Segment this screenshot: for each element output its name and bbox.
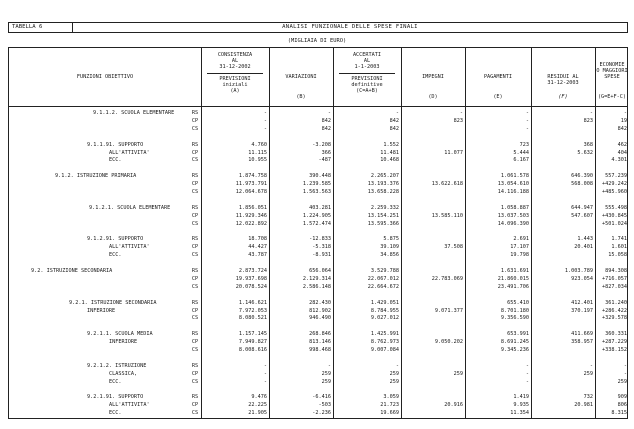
- cell-c7: 4.301: [611, 157, 627, 164]
- cell-c5: 2.691: [513, 236, 529, 243]
- cell-c3: 8.784.955: [370, 307, 399, 314]
- cell-c7: 404: [617, 149, 627, 156]
- units-label: (MIGLIAIA DI EURO): [287, 38, 347, 44]
- cell-c5: 23.491.706: [497, 283, 529, 290]
- row-code: RS: [191, 236, 199, 243]
- table-row: [9, 300, 627, 307]
- cell-c1: 2.873.724: [238, 268, 267, 274]
- header-previsioni-iniziali: PREVISIONI iniziali (A): [219, 76, 251, 95]
- row-code: RS: [191, 268, 199, 274]
- table-row: [9, 197, 627, 204]
- cell-c2: 812.902: [309, 307, 331, 314]
- cell-c2: -487: [318, 157, 331, 164]
- cell-c6: 923.054: [571, 275, 593, 282]
- cell-c7: +485.960: [602, 189, 627, 195]
- header-res-code: (F): [558, 94, 568, 100]
- table-row: [9, 387, 627, 394]
- table-row: [9, 331, 627, 338]
- cell-c3: 9.027.012: [370, 315, 399, 322]
- row-label: ECC.: [109, 410, 122, 417]
- row-code: CP: [191, 339, 199, 346]
- cell-c1: 18.708: [248, 236, 267, 243]
- cell-c4: 9.050.202: [434, 339, 463, 346]
- cell-c4: 13.585.110: [431, 212, 463, 219]
- cell-c7: 1.741: [611, 236, 627, 243]
- cell-c7: 806: [617, 402, 627, 409]
- cell-c1: 20.078.524: [235, 283, 267, 290]
- cell-c7: 361.240: [605, 299, 627, 306]
- cell-c5: 14.096.390: [497, 220, 529, 227]
- table-row: [9, 205, 627, 212]
- cell-c3: 1.425.991: [370, 331, 399, 338]
- cell-c5: 17.107: [510, 244, 529, 251]
- row-code: RS: [191, 299, 199, 306]
- cell-c5: -: [525, 117, 529, 124]
- table-row: [9, 323, 627, 330]
- cell-c1: 10.955: [248, 157, 267, 164]
- cell-c2: 2.129.314: [302, 275, 331, 282]
- cell-c1: 1.157.145: [238, 331, 267, 338]
- header-pag-code: (E): [493, 94, 503, 100]
- table-row: [9, 142, 627, 149]
- row-code: CS: [191, 157, 199, 164]
- cell-c2: 268.846: [309, 331, 331, 338]
- cell-c1: -: [263, 125, 267, 132]
- cell-c2: -: [327, 110, 331, 116]
- row-label: 9.1.1.2. SCUOLA ELEMENTARE: [93, 110, 175, 116]
- header-economie: ECONOMIE O MAGGIORI SPESE: [596, 62, 628, 81]
- cell-c7: +286.422: [602, 307, 627, 314]
- cell-c4: 11.077: [444, 149, 463, 156]
- cell-c3: 34.856: [380, 252, 399, 259]
- cell-c6: 20.981: [574, 402, 593, 409]
- table-row: [9, 347, 627, 354]
- table-row: [9, 355, 627, 362]
- table-row: [9, 173, 627, 180]
- cell-c1: -: [263, 370, 267, 377]
- cell-c3: 842: [389, 117, 399, 124]
- cell-c3: 13.658.228: [367, 189, 399, 195]
- cell-c1: 1.874.758: [238, 173, 267, 180]
- cell-c5: 9.356.590: [500, 315, 529, 322]
- cell-c7: +338.152: [602, 347, 627, 353]
- cell-c3: 11.481: [380, 149, 399, 156]
- table-row: [9, 165, 627, 172]
- cell-c1: 11.973.791: [235, 181, 267, 188]
- table-row: [9, 410, 627, 417]
- row-code: CS: [191, 252, 199, 259]
- table-row: [9, 126, 627, 133]
- cell-c3: -: [395, 110, 399, 116]
- cell-c7: 894.308: [605, 268, 627, 274]
- row-code: CS: [191, 125, 199, 132]
- row-code: CP: [191, 117, 199, 124]
- row-code: CS: [191, 315, 199, 322]
- cell-c6: -: [589, 362, 593, 369]
- cell-c7: -: [623, 362, 627, 369]
- cell-c5: 13.054.610: [497, 181, 529, 188]
- table-title: ANALISI FUNZIONALE DELLE SPESE FINALI: [282, 24, 418, 30]
- cell-c6: 358.957: [571, 339, 593, 346]
- header-variazioni: VARIAZIONI: [285, 74, 317, 80]
- table-row: [9, 339, 627, 346]
- table-row: [9, 394, 627, 401]
- cell-c6: 368: [583, 141, 593, 148]
- cell-c3: 842: [389, 125, 399, 132]
- row-code: RS: [191, 331, 199, 338]
- cell-c6: 646.390: [571, 173, 593, 180]
- header-eco-code: (G=E+F-C): [597, 94, 627, 100]
- table-row: [9, 189, 627, 196]
- cell-c4: 20.916: [444, 402, 463, 409]
- cell-c7: 8.315: [611, 410, 627, 417]
- cell-c7: +716.057: [602, 275, 627, 282]
- cell-c2: 1.572.474: [302, 220, 331, 227]
- row-code: CS: [191, 189, 199, 195]
- table-row: [9, 363, 627, 370]
- cell-c2: -8.931: [312, 252, 331, 259]
- cell-c2: 390.448: [309, 173, 331, 180]
- cell-c6: 259: [583, 370, 593, 377]
- cell-c1: 12.022.892: [235, 220, 267, 227]
- cell-c7: 462: [617, 141, 627, 148]
- cell-c6: 20.401: [574, 244, 593, 251]
- cell-c6: 547.607: [571, 212, 593, 219]
- cell-c2: 403.281: [309, 204, 331, 211]
- cell-c1: 11.115: [248, 149, 267, 156]
- table-row: [9, 292, 627, 299]
- cell-c3: 22.067.012: [367, 275, 399, 282]
- cell-c2: 2.586.148: [302, 283, 331, 290]
- row-label: INFERIORE: [109, 339, 138, 346]
- row-code: RS: [191, 141, 199, 148]
- row-code: CP: [191, 402, 199, 409]
- cell-c4: 823: [453, 117, 463, 124]
- cell-c3: 8.762.973: [370, 339, 399, 346]
- cell-c5: 1.058.887: [500, 204, 529, 211]
- row-label: 9.2.1.2. ISTRUZIONE: [87, 362, 147, 369]
- cell-c1: 1.856.051: [238, 204, 267, 211]
- cell-c3: 21.723: [380, 402, 399, 409]
- cell-c5: 11.354: [510, 410, 529, 417]
- row-label: 9.1.2.1. SCUOLA ELEMENTARE: [89, 204, 171, 211]
- row-label: ECC.: [109, 157, 122, 164]
- table-row: [9, 268, 627, 275]
- row-code: CS: [191, 220, 199, 227]
- cell-c1: 12.064.678: [235, 189, 267, 195]
- row-code: CS: [191, 347, 199, 353]
- table-row: [9, 213, 627, 220]
- cell-c1: -: [263, 117, 267, 124]
- row-label: 9.2.1.91. SUPPORTO: [87, 394, 144, 401]
- cell-c3: 3.529.788: [370, 268, 399, 274]
- cell-c4: -: [459, 110, 463, 116]
- table-row: [9, 402, 627, 409]
- cell-c6: 732: [583, 394, 593, 401]
- row-code: CS: [191, 378, 199, 385]
- cell-c5: 653.991: [507, 331, 529, 338]
- cell-c4: 22.783.069: [431, 275, 463, 282]
- row-label: CLASSICA,: [109, 370, 138, 377]
- row-code: CS: [191, 283, 199, 290]
- cell-c7: +501.024: [602, 220, 627, 227]
- cell-c2: 366: [321, 149, 331, 156]
- row-label: 9.1.1.91. SUPPORTO: [87, 141, 144, 148]
- cell-c3: 2.265.207: [370, 173, 399, 180]
- table-row: [9, 315, 627, 322]
- table-title-bar: [8, 22, 628, 33]
- table-row: [9, 308, 627, 315]
- cell-c6: 370.197: [571, 307, 593, 314]
- data-table: [8, 47, 628, 419]
- cell-c5: 1.061.578: [500, 173, 529, 180]
- cell-c2: -6.416: [312, 394, 331, 401]
- cell-c1: 1.146.621: [238, 299, 267, 306]
- header-impegni: IMPEGNI: [422, 74, 444, 80]
- row-code: RS: [191, 204, 199, 211]
- cell-c1: -: [263, 110, 267, 116]
- cell-c3: 259: [389, 370, 399, 377]
- cell-c1: 22.225: [248, 402, 267, 409]
- cell-c7: 15.058: [608, 252, 627, 259]
- row-code: RS: [191, 110, 199, 116]
- cell-c5: 1.419: [513, 394, 529, 401]
- row-code: CP: [191, 370, 199, 377]
- cell-c7: -: [623, 110, 627, 116]
- row-label: ALL'ATTIVITA': [109, 244, 150, 251]
- cell-c1: 4.760: [251, 141, 267, 148]
- header-funzioni: FUNZIONI OBIETTIVO: [76, 74, 134, 80]
- table-row: [9, 118, 627, 125]
- cell-c5: 14.116.188: [497, 189, 529, 195]
- row-label: 9.1.2. ISTRUZIONE PRIMARIA: [55, 173, 137, 180]
- cell-c1: 21.905: [248, 410, 267, 417]
- table-row: [9, 150, 627, 157]
- cell-c2: 946.490: [309, 315, 331, 322]
- cell-c2: -: [327, 362, 331, 369]
- row-label: 9.2.1. ISTRUZIONE SECONDARIA: [69, 299, 157, 306]
- cell-c7: 360.331: [605, 331, 627, 338]
- cell-c2: -5.318: [312, 244, 331, 251]
- table-row: [9, 157, 627, 164]
- row-code: CP: [191, 212, 199, 219]
- cell-c7: 909: [617, 394, 627, 401]
- row-code: RS: [191, 394, 199, 401]
- cell-c3: 10.468: [380, 157, 399, 164]
- table-row: [9, 181, 627, 188]
- cell-c1: 9.476: [251, 394, 267, 401]
- table-row: [9, 284, 627, 291]
- row-label: ECC.: [109, 252, 122, 259]
- cell-c5: -: [525, 370, 529, 377]
- table-row: [9, 244, 627, 251]
- cell-c3: 13.193.376: [367, 181, 399, 188]
- row-label: INFERIORE: [87, 307, 116, 314]
- cell-c7: 19: [620, 117, 627, 124]
- row-code: CP: [191, 181, 199, 188]
- row-code: CP: [191, 149, 199, 156]
- cell-c1: 11.929.346: [235, 212, 267, 219]
- cell-c1: 8.080.521: [238, 315, 267, 322]
- header-residui: RESIDUI AL 31-12-2003: [547, 74, 579, 87]
- header-var-code: (B): [296, 94, 306, 100]
- cell-c3: 39.109: [380, 244, 399, 251]
- cell-c5: 21.860.015: [497, 275, 529, 282]
- cell-c2: 813.146: [309, 339, 331, 346]
- cell-c7: +329.578: [602, 315, 627, 322]
- cell-c6: -: [589, 110, 593, 116]
- cell-c2: 842: [321, 125, 331, 132]
- row-code: CS: [191, 410, 199, 417]
- cell-c7: 1.601: [611, 244, 627, 251]
- row-label: 9.2. ISTRUZIONE SECONDARIA: [31, 268, 113, 274]
- row-code: RS: [191, 173, 199, 180]
- cell-c3: 1.552: [383, 141, 399, 148]
- cell-c5: 1.631.691: [500, 268, 529, 274]
- row-code: CP: [191, 307, 199, 314]
- cell-c6: 412.401: [571, 299, 593, 306]
- header-imp-code: (D): [428, 94, 438, 100]
- table-row: [9, 110, 627, 117]
- cell-c5: -: [525, 362, 529, 369]
- row-label: 9.2.1.1. SCUOLA MEDIA: [87, 331, 153, 338]
- cell-c3: 13.154.251: [367, 212, 399, 219]
- table-row: [9, 221, 627, 228]
- table-row: [9, 134, 627, 141]
- table-row: [9, 371, 627, 378]
- cell-c2: 1.563.563: [302, 189, 331, 195]
- cell-c3: 259: [389, 378, 399, 385]
- cell-c1: 7.972.053: [238, 307, 267, 314]
- cell-c1: 19.937.698: [235, 275, 267, 282]
- cell-c2: 998.468: [309, 347, 331, 353]
- cell-c1: 43.787: [248, 252, 267, 259]
- cell-c3: 13.595.366: [367, 220, 399, 227]
- cell-c3: 3.059: [383, 394, 399, 401]
- cell-c5: -: [525, 378, 529, 385]
- cell-c4: 259: [453, 370, 463, 377]
- cell-c5: 5.444: [513, 149, 529, 156]
- cell-c3: 22.664.672: [367, 283, 399, 290]
- cell-c3: 9.007.084: [370, 347, 399, 353]
- cell-c5: 8.701.180: [500, 307, 529, 314]
- cell-c1: 44.427: [248, 244, 267, 251]
- table-label: TABELLA 6: [9, 23, 73, 32]
- cell-c3: -: [395, 362, 399, 369]
- cell-c3: 2.259.332: [370, 204, 399, 211]
- header-consistenza: CONSISTENZA AL 31-12-2002: [217, 52, 253, 71]
- cell-c5: 655.410: [507, 299, 529, 306]
- cell-c2: 842: [321, 117, 331, 124]
- cell-c7: +429.242: [602, 181, 627, 188]
- table-row: [9, 276, 627, 283]
- row-label: ALL'ATTIVITA': [109, 149, 150, 156]
- row-code: CP: [191, 244, 199, 251]
- cell-c2: 1.239.585: [302, 181, 331, 188]
- cell-c4: 37.508: [444, 244, 463, 251]
- cell-c5: 8.691.245: [500, 339, 529, 346]
- cell-c6: 5.632: [577, 149, 593, 156]
- cell-c1: -: [263, 362, 267, 369]
- cell-c1: 7.949.827: [238, 339, 267, 346]
- header-previsioni-definitive: PREVISIONI definitive (C=A+B): [351, 76, 383, 95]
- cell-c7: 555.498: [605, 204, 627, 211]
- cell-c2: -12.833: [309, 236, 331, 243]
- cell-c7: +827.034: [602, 283, 627, 290]
- cell-c1: 8.008.616: [238, 347, 267, 353]
- cell-c2: 1.224.905: [302, 212, 331, 219]
- table-row: [9, 260, 627, 267]
- cell-c5: 13.037.503: [497, 212, 529, 219]
- table-row: [9, 252, 627, 259]
- cell-c5: 9.935: [513, 402, 529, 409]
- cell-c2: -3.208: [312, 141, 331, 148]
- cell-c4: 9.071.377: [434, 307, 463, 314]
- cell-c2: -2.236: [312, 410, 331, 417]
- cell-c5: 19.798: [510, 252, 529, 259]
- row-label: ECC.: [109, 378, 122, 385]
- cell-c2: 259: [321, 370, 331, 377]
- cell-c3: 1.429.051: [370, 299, 399, 306]
- table-row: [9, 229, 627, 236]
- cell-c7: 259: [617, 378, 627, 385]
- cell-c6: 568.008: [571, 181, 593, 188]
- row-label: ALL'ATTIVITA': [109, 402, 150, 409]
- cell-c5: -: [525, 125, 529, 132]
- cell-c6: 1.003.789: [564, 268, 593, 274]
- cell-c7: -: [623, 370, 627, 377]
- cell-c2: 656.064: [309, 268, 331, 274]
- cell-c7: +430.845: [602, 212, 627, 219]
- table-row: [9, 379, 627, 386]
- cell-c7: +287.229: [602, 339, 627, 346]
- cell-c5: 9.345.236: [500, 347, 529, 353]
- cell-c6: 823: [583, 117, 593, 124]
- header-pagamenti: PAGAMENTI: [483, 74, 513, 80]
- cell-c6: 411.669: [571, 331, 593, 338]
- cell-c7: 842: [617, 125, 627, 132]
- cell-c6: 1.443: [577, 236, 593, 243]
- cell-c5: 6.167: [513, 157, 529, 164]
- row-label: 9.1.2.91. SUPPORTO: [87, 236, 144, 243]
- cell-c5: -: [525, 110, 529, 116]
- cell-c6: 644.947: [571, 204, 593, 211]
- cell-c3: 19.669: [380, 410, 399, 417]
- row-code: CP: [191, 275, 199, 282]
- cell-c5: 723: [519, 141, 529, 148]
- cell-c3: 5.875: [383, 236, 399, 243]
- header-accertati: ACCERTATI AL 1-1-2003: [352, 52, 382, 71]
- cell-c1: -: [263, 378, 267, 385]
- cell-c7: 557.239: [605, 173, 627, 180]
- cell-c2: 282.430: [309, 299, 331, 306]
- row-code: RS: [191, 362, 199, 369]
- cell-c2: -503: [318, 402, 331, 409]
- cell-c2: 259: [321, 378, 331, 385]
- cell-c4: 13.622.618: [431, 181, 463, 188]
- table-row: [9, 236, 627, 243]
